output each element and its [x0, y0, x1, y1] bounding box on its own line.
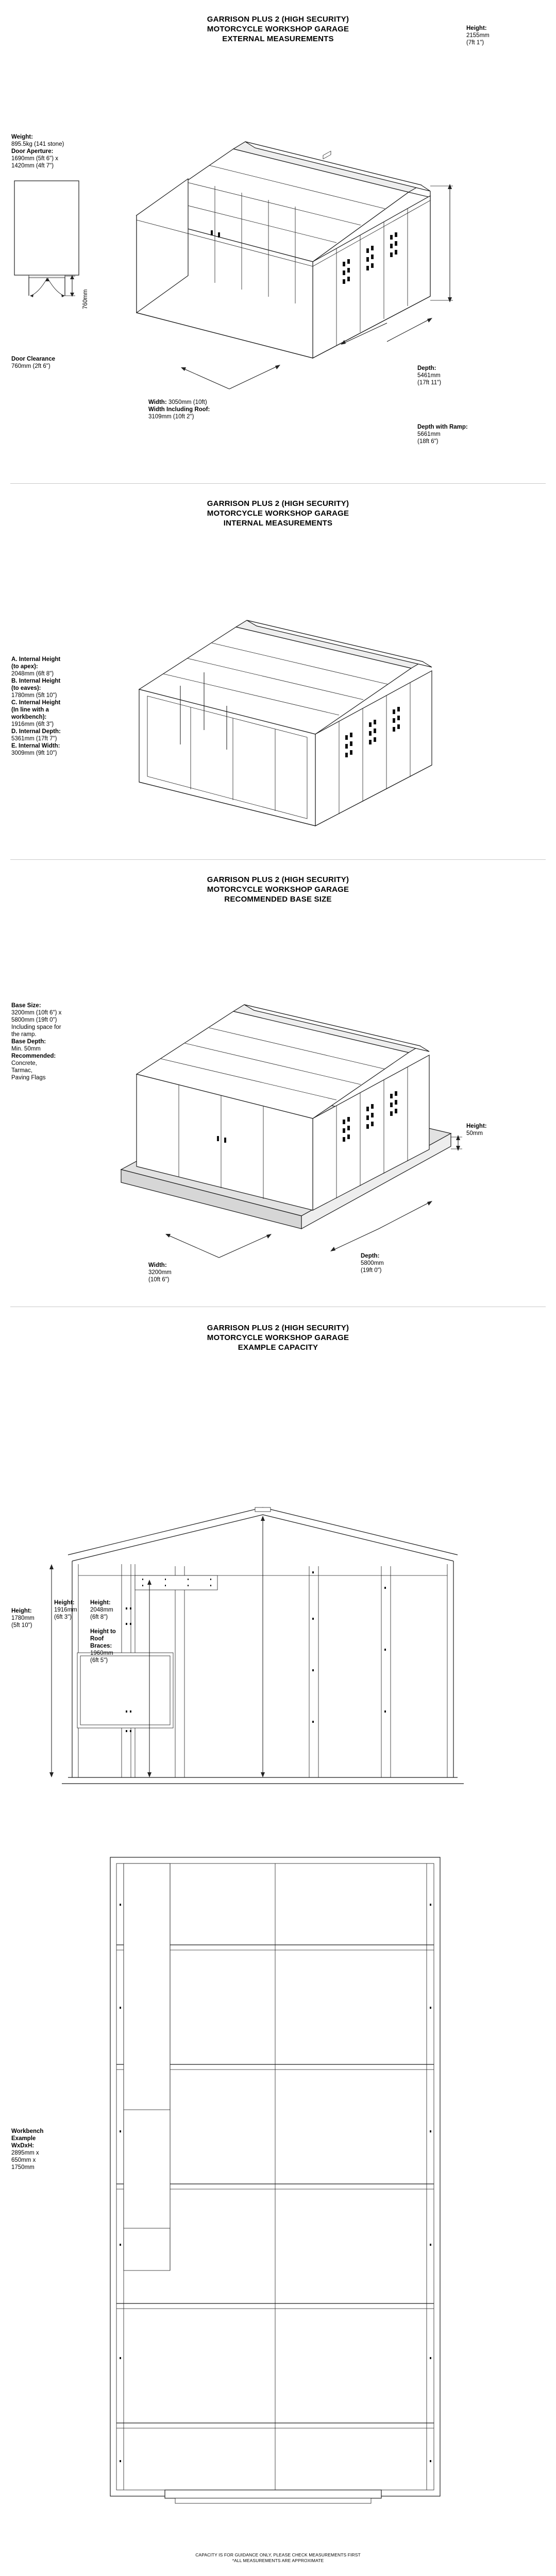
- base-size-note-2: the ramp.: [11, 1031, 37, 1038]
- title-line-2: MOTORCYCLE WORKSHOP GARAGE: [207, 885, 349, 894]
- base-depth-dim-label: Depth:: [361, 1253, 380, 1259]
- capacity-eaves-height-label: Height:: [11, 1608, 32, 1614]
- base-height-label: Height:: [466, 1123, 487, 1129]
- workbench-value-3: 1750mm: [11, 2164, 35, 2171]
- base-depth-value: Min. 50mm: [11, 1046, 41, 1052]
- internal-e-value: 3009mm (9ft 10"): [11, 750, 57, 756]
- garage-isometric-external: [100, 90, 461, 410]
- capacity-roof-braces-label-1: Height to: [90, 1629, 116, 1635]
- external-width-roof-label: Width Including Roof:: [148, 406, 210, 413]
- external-width-roof-value: 3109mm (10ft 2"): [148, 414, 194, 420]
- base-recommended-value-2: Tarmac,: [11, 1067, 32, 1074]
- external-depth-label: Depth:: [417, 365, 436, 371]
- section-external-measurements: [0, 0, 556, 484]
- internal-a-label-1: A. Internal Height: [11, 656, 61, 663]
- door-aperture-value-1: 1690mm (5ft 6") x: [11, 156, 59, 162]
- external-height-label: Height:: [466, 25, 487, 31]
- section-divider-2: [10, 859, 546, 860]
- internal-c-value: 1916mm (6ft 3"): [11, 721, 54, 727]
- capacity-eaves-height-value-2: (5ft 10"): [11, 1622, 32, 1629]
- section-recommended-base-size: [0, 860, 556, 1309]
- title-line-2: MOTORCYCLE WORKSHOP GARAGE: [207, 1333, 349, 1342]
- base-width-label: Width:: [148, 1262, 167, 1268]
- capacity-roof-braces-value-2: (6ft 5"): [90, 1657, 108, 1664]
- capacity-roof-braces-value-1: 1960mm: [90, 1650, 113, 1656]
- title-line-2: MOTORCYCLE WORKSHOP GARAGE: [207, 509, 349, 518]
- internal-c-label-2: (In line with a: [11, 707, 49, 713]
- external-depth-value-1: 5461mm: [417, 372, 441, 379]
- internal-d-label: D. Internal Depth:: [11, 728, 61, 735]
- base-recommended-label: Recommended:: [11, 1053, 56, 1059]
- title-line-1: GARRISON PLUS 2 (HIGH SECURITY): [207, 15, 349, 24]
- base-depth-dim-value-1: 5800mm: [361, 1260, 384, 1266]
- internal-a-label-2: (to apex):: [11, 664, 38, 670]
- external-width-value: 3050mm (10ft): [168, 399, 207, 405]
- capacity-roof-braces-label-3: Braces:: [90, 1643, 112, 1649]
- door-clearance-label: Door Clearance: [11, 356, 56, 362]
- workbench-label-2: Example: [11, 2136, 36, 2142]
- capacity-bench-height-label: Height:: [54, 1600, 75, 1606]
- title-line-1: GARRISON PLUS 2 (HIGH SECURITY): [207, 875, 349, 884]
- internal-b-label-2: (to eaves):: [11, 685, 41, 691]
- internal-e-label: E. Internal Width:: [11, 743, 60, 749]
- base-size-value-2: 5800mm (19ft 0"): [11, 1017, 57, 1023]
- base-depth-label: Base Depth:: [11, 1039, 46, 1045]
- workbench-label-3: WxDxH:: [11, 2143, 35, 2149]
- internal-d-value: 5361mm (17ft 7"): [11, 736, 57, 742]
- base-size-label: Base Size:: [11, 1003, 41, 1009]
- base-depth-dim-value-2: (19ft 0"): [361, 1267, 382, 1274]
- external-width-line: [148, 399, 207, 406]
- internal-c-label-3: workbench):: [11, 714, 47, 720]
- title-line-3: RECOMMENDED BASE SIZE: [224, 895, 332, 904]
- external-depth-ramp-value-2: (18ft 6"): [417, 438, 439, 445]
- weight-value: 895.5kg (141 stone): [11, 141, 64, 147]
- base-recommended-value-1: Concrete,: [11, 1060, 37, 1066]
- internal-c-label-1: C. Internal Height: [11, 700, 61, 706]
- section-example-capacity: [0, 1309, 556, 2576]
- footer-disclaimer-line-1: CAPACITY IS FOR GUIDANCE ONLY, PLEASE CHECK MEASUREMENTS FIRST: [195, 2552, 361, 2557]
- door-clearance-value: 760mm (2ft 6"): [11, 363, 50, 369]
- base-size-note-1: Including space for: [11, 1024, 61, 1030]
- external-depth-ramp-value-1: 5661mm: [417, 431, 441, 437]
- capacity-bench-height-value-2: (6ft 3"): [54, 1614, 72, 1620]
- garage-isometric-internal: [103, 595, 464, 837]
- internal-b-value: 1780mm (5ft 10"): [11, 692, 57, 699]
- workbench-label-1: Workbench: [11, 2128, 44, 2134]
- external-width-label: Width:: [148, 399, 167, 405]
- capacity-apex-height-label: Height:: [90, 1600, 111, 1606]
- title-line-1: GARRISON PLUS 2 (HIGH SECURITY): [207, 1324, 349, 1332]
- external-height-value-2: (7ft 1"): [466, 40, 484, 46]
- base-width-value-2: (10ft 6"): [148, 1277, 170, 1283]
- workbench-value-1: 2895mm x: [11, 2150, 39, 2156]
- title-line-2: MOTORCYCLE WORKSHOP GARAGE: [207, 25, 349, 33]
- section-capacity-title: [0, 1323, 556, 1352]
- door-aperture-value-2: 1420mm (4ft 7"): [11, 163, 54, 169]
- base-size-value-1: 3200mm (10ft 6") x: [11, 1010, 62, 1016]
- weight-label: Weight:: [11, 134, 33, 140]
- capacity-roof-braces-label-2: Roof: [90, 1636, 104, 1642]
- internal-a-value: 2048mm (6ft 8"): [11, 671, 54, 677]
- capacity-apex-height-value-2: (6ft 8"): [90, 1614, 108, 1620]
- garage-isometric-on-base: [90, 971, 482, 1291]
- door-clearance-dimension: 760mm: [82, 289, 89, 309]
- plan-view-drawing: [103, 1852, 484, 2522]
- base-height-value: 50mm: [466, 1130, 483, 1137]
- capacity-eaves-height-value-1: 1780mm: [11, 1615, 35, 1621]
- footer-disclaimer-line-2: *ALL MEASUREMENTS ARE APPROXIMATE: [232, 2558, 324, 2563]
- title-line-3: EXAMPLE CAPACITY: [238, 1343, 318, 1352]
- door-aperture-label: Door Aperture:: [11, 148, 54, 155]
- title-line-3: EXTERNAL MEASUREMENTS: [222, 35, 334, 43]
- title-line-1: GARRISON PLUS 2 (HIGH SECURITY): [207, 499, 349, 508]
- capacity-bench-height-value-1: 1916mm: [54, 1607, 77, 1613]
- external-height-value-1: 2155mm: [466, 32, 490, 39]
- base-width-value-1: 3200mm: [148, 1269, 172, 1276]
- base-recommended-value-3: Paving Flags: [11, 1075, 46, 1081]
- external-depth-ramp-label: Depth with Ramp:: [417, 424, 468, 430]
- capacity-apex-height-value-1: 2048mm: [90, 1607, 113, 1613]
- external-depth-value-2: (17ft 11"): [417, 380, 442, 386]
- section-internal-measurements: [0, 484, 556, 860]
- workbench-value-2: 650mm x: [11, 2157, 36, 2163]
- section-base-title: [0, 875, 556, 904]
- internal-b-label-1: B. Internal Height: [11, 678, 61, 684]
- section-divider-1: [10, 483, 546, 484]
- title-line-3: INTERNAL MEASUREMENTS: [223, 519, 333, 528]
- section-internal-title: [0, 499, 556, 528]
